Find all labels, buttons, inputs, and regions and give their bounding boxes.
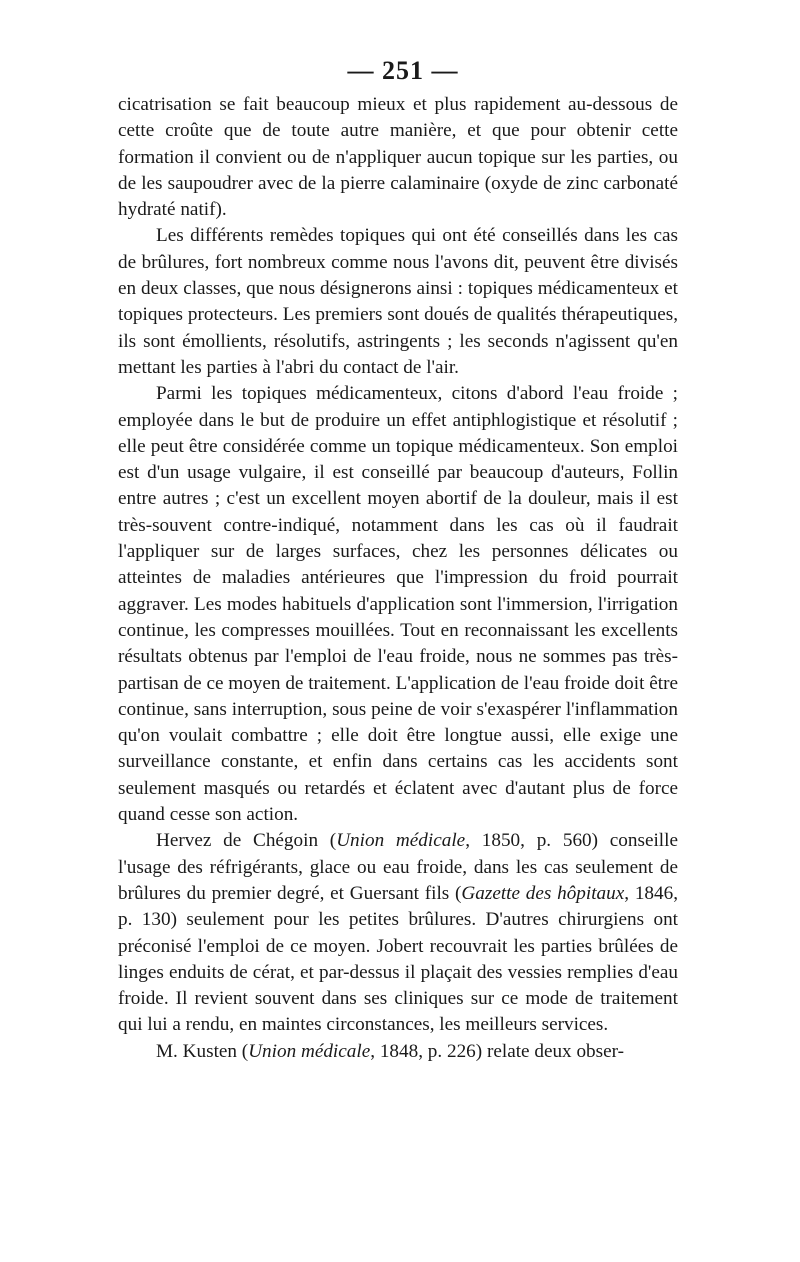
text-run: , 1848, p. 226) relate deux obser-	[370, 1040, 625, 1062]
text-run: M. Kusten (	[156, 1040, 249, 1062]
text-run: , 1850, p. 560) conseille l'usage des réfrigérants, glace ou eau froide, dans les cas seulement de brûlures du premier degré, et Guersant fils (	[118, 830, 678, 904]
paragraph-remedes-topiques: Les différents remèdes topiques qui ont été conseillés dans les cas de brûlures, fort nombreux comme nous l'avons dit, peuvent être divisés en deux classes, que nous désignerons ainsi : topiques médicamenteux et topiques protecteurs. Les premiers sont doués de qualités thérapeutiques, ils sont émollients, résolutifs, astringents ; les seconds n'agissent qu'en mettant les parties à l'abri du contact de l'air.	[118, 225, 678, 378]
journal-title: Union médicale	[336, 830, 466, 852]
text-run: Hervez de Chégoin (	[156, 830, 337, 852]
paragraph-kusten	[118, 1039, 678, 1065]
journal-title: Gazette des hôpitaux	[461, 882, 625, 904]
book-page	[118, 50, 678, 1065]
paragraph-cicatrisation: cicatrisation se fait beaucoup mieux et plus rapidement au-dessous de cette croûte que de toute autre manière, et que pour obtenir cette formation il convient ou de n'appliquer aucun topique sur les parties, ou de les saupoudrer avec de la pierre calaminaire (oxyde de zinc carbonaté hydraté natif).	[118, 94, 678, 221]
paragraph-hervez-de-chegoin	[118, 828, 678, 1038]
page-number: — 251 —	[347, 56, 459, 85]
journal-title: Union médicale	[248, 1040, 371, 1062]
paragraph-eau-froide: Parmi les topiques médicamenteux, citons d'abord l'eau froide ; employée dans le but de produire un effet antiphlogistique et résolutif ; elle peut être considérée comme un topique médicamenteux. Son emploi est d'un usage vulgaire, il est conseillé par beaucoup d'auteurs, Follin entre autres ; c'est un excellent moyen abortif de la douleur, mais il est très-souvent contre-indiqué, notamment dans les cas où il faudrait l'appliquer sur de larges surfaces, chez les personnes délicates ou atteintes de maladies antérieures que l'impression du froid pourrait aggraver. Les modes habituels d'application sont l'immersion, l'irrigation continue, les compresses mouillées. Tout en reconnaissant les excellents résultats obtenus par l'emploi de l'eau froide, nous ne sommes pas très-partisan de ce moyen de traitement. L'application de l'eau froide doit être continue, sans interruption, sous peine de voir s'exaspérer l'inflammation qu'on voulait combattre ; elle doit être longtue aussi, elle exige une surveillance constante, et enfin dans certains cas les accidents sont seulement masqués ou retardés et éclatent avec d'autant plus de force quand cesse son action.	[118, 383, 678, 826]
text-run: , 1846, p. 130) seulement pour les petites brûlures. D'autres chirurgiens ont préconisé l'emploi de ce moyen. Jobert recouvrait les parties brûlées de linges enduits de cérat, et par-dessus il plaçait des vessies remplies d'eau froide. Il revient souvent dans ses cliniques sur ce mode de traitement qui lui a rendu, en maintes circonstances, les meilleurs services.	[118, 882, 678, 1036]
